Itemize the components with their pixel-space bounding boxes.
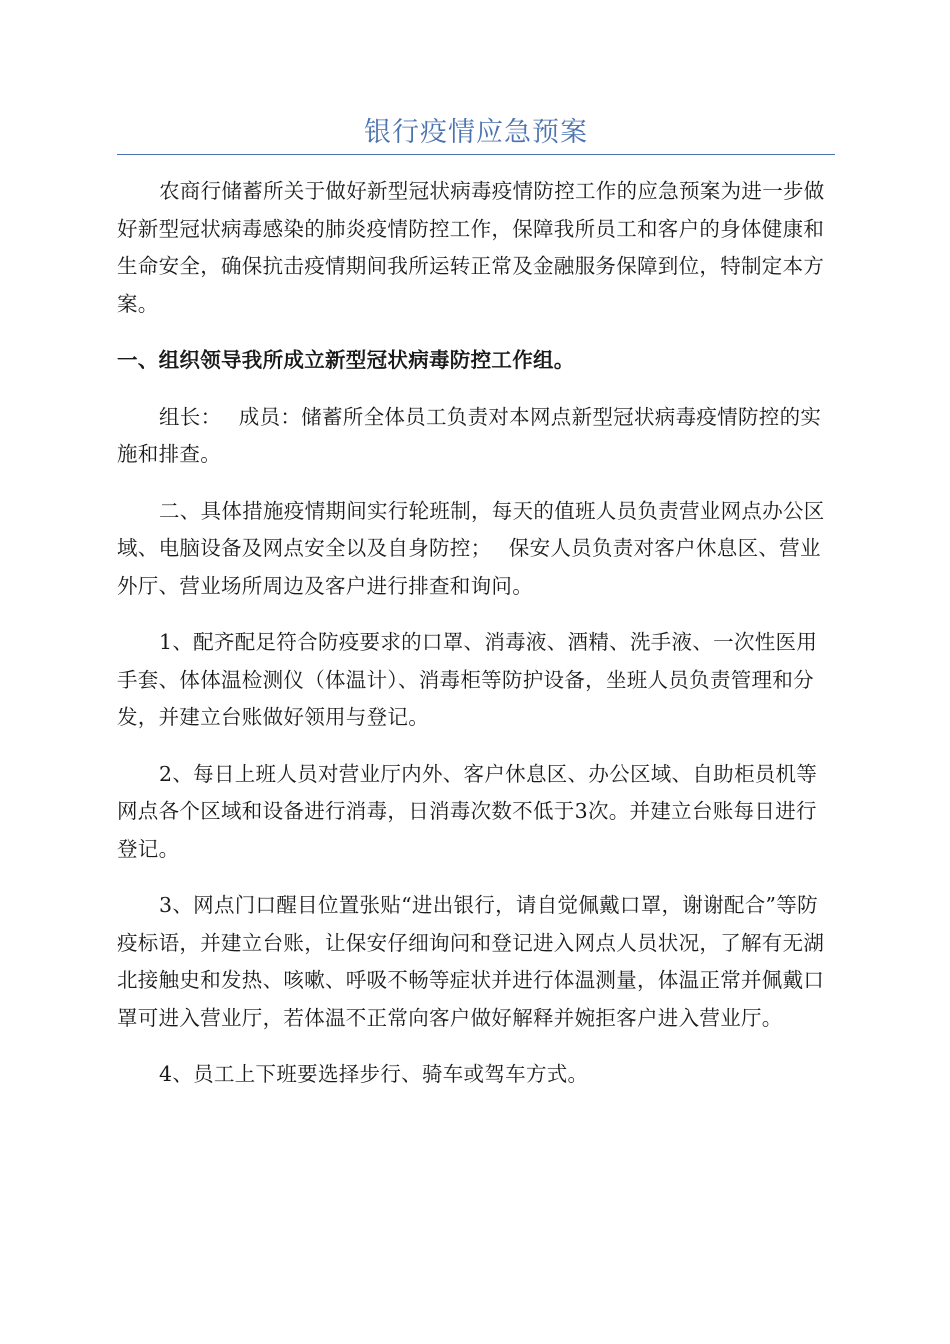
- section-heading-organization: 一、组织领导我所成立新型冠状病毒防控工作组。: [117, 348, 575, 372]
- measure-item-2: 2、每日上班人员对营业厅内外、客户休息区、办公区域、自助柜员机等网点各个区域和设备进行消毒，日消毒次数不低于3次。并建立台账每日进行登记。: [117, 761, 818, 861]
- measure-item-4: 4、员工上下班要选择步行、骑车或驾车方式。: [159, 1062, 589, 1086]
- measures-paragraph: 二、具体措施疫情期间实行轮班制，每天的值班人员负责营业网点办公区域、电脑设备及网点安全以及自身防控； 保安人员负责对客户休息区、营业外厅、营业场所周边及客户进行排查和询问。: [117, 498, 825, 598]
- team-members-paragraph: 组长： 成员：储蓄所全体员工负责对本网点新型冠状病毒疫情防控的实施和排查。: [117, 404, 822, 466]
- title-underline-rule: [117, 154, 835, 155]
- document-body: [117, 173, 835, 1113]
- intro-paragraph: 农商行储蓄所关于做好新型冠状病毒疫情防控工作的应急预案为进一步做好新型冠状病毒感染的肺炎疫情防控工作，保障我所员工和客户的身体健康和生命安全，确保抗击疫情期间我所运转正常及金融服务保障到位，特制定本方案。: [117, 179, 825, 316]
- document-title: 银行疫情应急预案: [364, 117, 588, 148]
- measure-item-3: 3、网点门口醒目位置张贴“进出银行，请自觉佩戴口罩，谢谢配合”等防疫标语，并建立台账，让保安仔细询问和登记进入网点人员状况，了解有无湖北接触史和发热、咳嗽、呼吸不畅等症状并进行体温测量，体温正常并佩戴口罩可进入营业厅，若体温不正常向客户做好解释并婉拒客户进入营业厅。: [117, 893, 825, 1030]
- measure-item-1: 1、配齐配足符合防疫要求的口罩、消毒液、酒精、洗手液、一次性医用手套、体体温检测仪（体温计）、消毒柜等防护设备，坐班人员负责管理和分发，并建立台账做好领用与登记。: [117, 630, 818, 729]
